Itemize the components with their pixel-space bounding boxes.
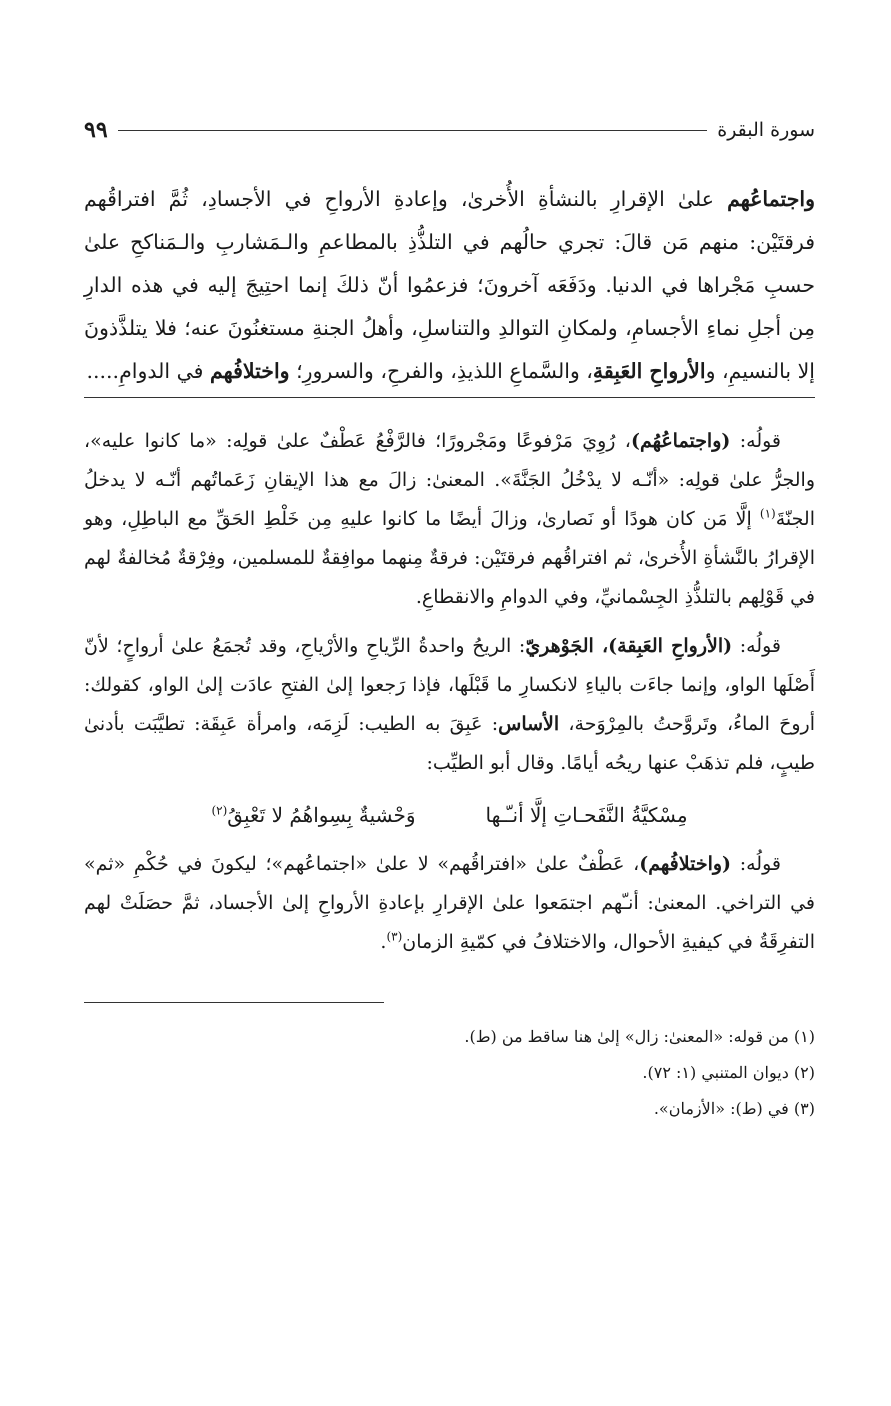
main-bold-ijtima: واجتماعُهم — [727, 187, 815, 211]
commentary-text: : عَبِقَ به الطيب: لَزِمَه، وامرأة عَبِقَة: تطيَّبَت بأدنىٰ طيبٍ، فلم تذهَبْ عنها ريحُه أيامًا. وقال أبو الطيِّب: — [84, 713, 815, 774]
main-bold-ikhtilaf: واختلافُهم — [209, 359, 290, 383]
main-text — [84, 178, 815, 393]
footnotes — [84, 1019, 815, 1127]
surah-title: سورة البقرة — [717, 119, 815, 141]
commentary-text: : الريحُ واحدةُ الرِّياحِ والأرْياحِ، وقد تُجمَعُ علىٰ أرواحٍ؛ لأنّ أَصْلَها الواو، وإنما جاءَت بالياءِ لانكسارِ ما قَبْلَها، فإذا رَجعوا إلىٰ الفتحِ عادَت إلىٰ الواو، كقولك: أروحَ الماءُ، وتَروَّحتُ بالمِرْوَحة، — [84, 635, 815, 735]
commentary-source: الأساس — [498, 713, 560, 735]
commentary-text: ، رُوِيَ مَرْفوعًا ومَجْرورًا؛ فالرَّفْعُ عَطْفٌ علىٰ قولِه: «ما كانوا عليه»، والجرُّ علىٰ قولِه: «أنّـه لا يدْخُلُ الجَنَّةَ». المعنىٰ: زالَ مع هذا الإيقانِ زَعَماتُهم أنّـه لا يدخلُ الجنّةَ — [84, 430, 815, 530]
verse-hemistich-2 — [211, 793, 415, 837]
commentary-lead: قولُه: — [732, 635, 781, 657]
commentary-paragraph-1 — [84, 422, 815, 617]
footnote-ref-1: (١) — [759, 506, 776, 521]
commentary-paragraph-3 — [84, 845, 815, 962]
footnote-separator — [84, 1002, 384, 1003]
footnote-1: (١) من قوله: «المعنىٰ: زال» إلىٰ هنا ساقط من (ط). — [464, 1027, 815, 1046]
book-page — [84, 110, 815, 1366]
commentary-paragraph-2 — [84, 627, 815, 783]
header-rule — [118, 130, 708, 131]
commentary — [84, 422, 815, 962]
footnote-ref-3: (٣) — [386, 929, 403, 944]
footnote-separator-wrap — [84, 972, 815, 1019]
commentary-text: إلَّا مَن كان هودًا أو نَصارىٰ، وزالَ أيضًا ما كانوا عليهِ مِن خَلْطِ الحَقِّ مع الباطِلِ، وهو الإقرارُ بالنَّشأةِ الأُخرىٰ، ثم افتراقُهم فرقتَيْن: فرقةٌ مِنهما موافِقةٌ للمسلمين، وفِرْقةٌ مُخالفةٌ لهم في قَوْلِهم بالتلذُّذِ الجِسْمانيِّ، وفي الدوامِ والانقطاعِ. — [84, 508, 815, 608]
commentary-term: (واجتماعُهُم) — [630, 430, 731, 452]
main-text-rule — [84, 397, 815, 398]
commentary-lead: قولُه: — [730, 430, 782, 452]
main-text-part-1: علىٰ الإقرارِ بالنشأةِ الأُخرىٰ، وإعادةِ الأرواحِ في الأجسادِ، ثُمَّ افتراقُهم فرقتَيْن: منهم مَن قالَ: تجري حالُهم في التلذُّذِ بالمطاعمِ والـمَشاربِ والـمَناكحِ علىٰ حسبِ مَجْراها في الدنيا. ودَفَعَه آخرونَ؛ فزعمُوا أنّ ذلكَ إنما احتِيجَ إليه في هذه الدارِ مِن أجلِ نماءِ الأجسامِ، ولمكانِ التوالدِ والتناسلِ، وأهلُ الجنةِ مستغنُونَ عنه؛ فلا يتلذَّذونَ إلا بالنسيمِ، و — [84, 187, 815, 383]
main-text-part-3: في الدوامِ..... — [86, 359, 210, 383]
page-number: ٩٩ — [84, 117, 108, 143]
commentary-text: ، عَطْفٌ علىٰ «افتراقُهم» لا علىٰ «اجتماعُهم»؛ ليكونَ في حُكْمِ «ثم» في التراخي. المعنىٰ: أنـّهم اجتمَعوا علىٰ الإقرارِ بإعادةِ الأرواحِ إلىٰ الأجساد، ثمَّ حصَلَتْ لهم التفرِقَةُ في كيفيةِ الأحوال، والاختلافُ في كمّيةِ الزمان — [84, 853, 815, 953]
main-bold-arwah: الأرواحِ العَبِقةِ — [592, 359, 706, 383]
footnote-ref-2: (٢) — [211, 803, 228, 818]
verse-hemistich-2-text: وَحْشيةٌ بِسِواهُمُ لا تَعْبِقُ — [227, 803, 416, 827]
commentary-term: (واختلافُهم) — [639, 853, 732, 875]
verse-hemistich-1: مِسْكيَّةُ النَّفَحـاتِ إلَّا أنـّـها — [485, 803, 688, 827]
running-header — [84, 110, 815, 150]
footnote-3: (٣) في (ط): «الأزمان». — [653, 1099, 815, 1118]
commentary-lead: قولُه: — [731, 853, 781, 875]
poetry-verse — [84, 793, 815, 837]
commentary-term: (الأرواحِ العَبِقة)، الجَوْهريّ — [525, 635, 733, 657]
footnote-2: (٢) ديوان المتنبي (١: ٧٢). — [642, 1063, 815, 1082]
main-text-part-2: ، والسَّماعِ اللذيذِ، والفرحِ، والسرورِ؛ — [289, 359, 593, 383]
commentary-text: . — [380, 931, 387, 953]
